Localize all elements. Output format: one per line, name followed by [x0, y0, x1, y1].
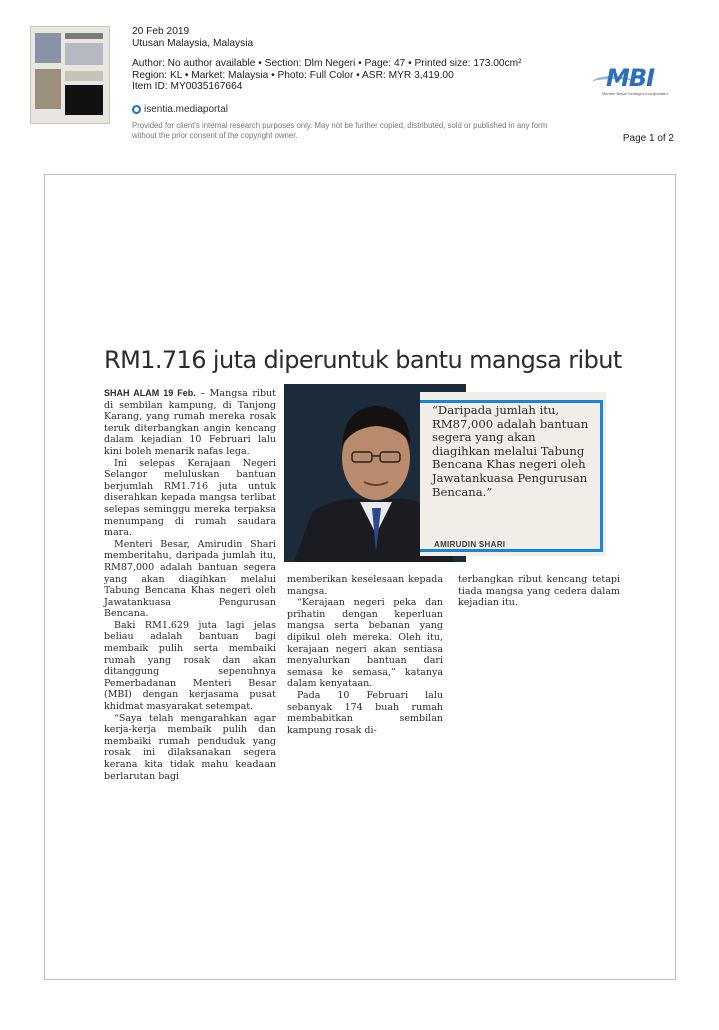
page-thumbnail[interactable] — [30, 26, 110, 124]
logo-subtitle: Menteri Besar Selangor Incorporated — [602, 91, 668, 96]
provider-brand — [132, 104, 228, 115]
page-indicator: Page 1 of 2 — [622, 133, 674, 144]
item-id: Item ID: MY0035167664 — [132, 81, 243, 92]
paragraph: Menteri Besar, Amirudin Shari memberitahu, daripada jumlah itu, RM87,000 adalah bantuan segera yang akan diagihkan melalui Tabung Bencana Khas negeri oleh Jawatankuasa Pengurusan Bencana. — [104, 538, 276, 620]
dateline: SHAH ALAM 19 Feb. — [104, 388, 196, 398]
logo-text: MBI — [606, 64, 655, 92]
copyright-disclaimer: Provided for client's internal research purposes only. May not be further copied, distributed, sold or published in any form without the prior consent of the copyright owner. — [132, 121, 548, 140]
metadata-line-1: Author: No author available • Section: Dlm Negeri • Page: 47 • Printed size: 173.00cm² — [132, 58, 522, 69]
provider-brand-label: isentia.mediaportal — [144, 104, 228, 115]
article-column-3 — [458, 574, 620, 609]
paragraph: Baki RM1.629 juta lagi jelas beliau adalah bantuan bagi membaik pulih serta membaiki rumah yang rosak dan akan ditanggung sepenuhnya Pemerbadanan Menteri Besar (MBI) dengan kerjasama pusat khidmat masyarakat setempat. — [104, 619, 276, 713]
paragraph: – Mangsa ribut di sembilan kampung, di Tanjong Karang, yang rumah mereka rosak teruk diterbangkan angin kencang dalam kejadian 10 Februari lalu kini boleh menarik nafas lega. — [104, 388, 276, 457]
quote-attribution: AMIRUDIN SHARI — [434, 540, 506, 549]
mbi-logo — [592, 64, 672, 100]
report-header — [0, 0, 719, 150]
clipping-date: 20 Feb 2019 — [132, 26, 190, 37]
article-column-2 — [287, 574, 443, 736]
paragraph: Pada 10 Februari lalu sebanyak 174 buah rumah membabitkan sembilan kampung rosak di- — [287, 689, 443, 736]
pull-quote: “Daripada jumlah itu, RM87,000 adalah bantuan segera yang akan diagihkan melalui Tabung Bencana Khas negeri oleh Jawatankuasa Pengurusan Bencana.” — [432, 403, 589, 499]
isentia-logo-icon — [132, 105, 141, 114]
article-headline: RM1.716 juta diperuntuk bantu mangsa ribut — [104, 346, 622, 374]
article-column-1 — [104, 388, 276, 782]
metadata-line-2: Region: KL • Market: Malaysia • Photo: Full Color • ASR: MYR 3,419.00 — [132, 69, 454, 81]
paragraph: Ini selepas Kerajaan Negeri Selangor meluluskan bantuan berjumlah RM1.716 juta untuk diserahkan kepada mangsa terlibat selepas seminggu mereka terpaksa menumpang di rumah saudara mara. — [104, 457, 276, 539]
clipping-metadata — [132, 26, 522, 93]
paragraph: terbangkan ribut kencang tetapi tiada mangsa yang cedera dalam kejadian itu. — [458, 574, 620, 609]
paragraph: “Saya telah mengarahkan agar kerja-kerja membaik pulih dan membaiki rumah penduduk yang rosak ini dilaksanakan segera kerana kita tidak mahu keadaan berlarutan bagi — [104, 712, 276, 782]
paragraph: memberikan keselesaan kepada mangsa. — [287, 574, 443, 597]
publication-name: Utusan Malaysia, Malaysia — [132, 37, 254, 49]
paragraph: “Kerajaan negeri peka dan prihatin dengan keperluan mangsa serta bebanan yang dipikul oleh mereka. Oleh itu, kerajaan negeri akan sentiasa menyalurkan bantuan dari semasa ke semasa,” katanya dalam kenyataan. — [287, 597, 443, 690]
